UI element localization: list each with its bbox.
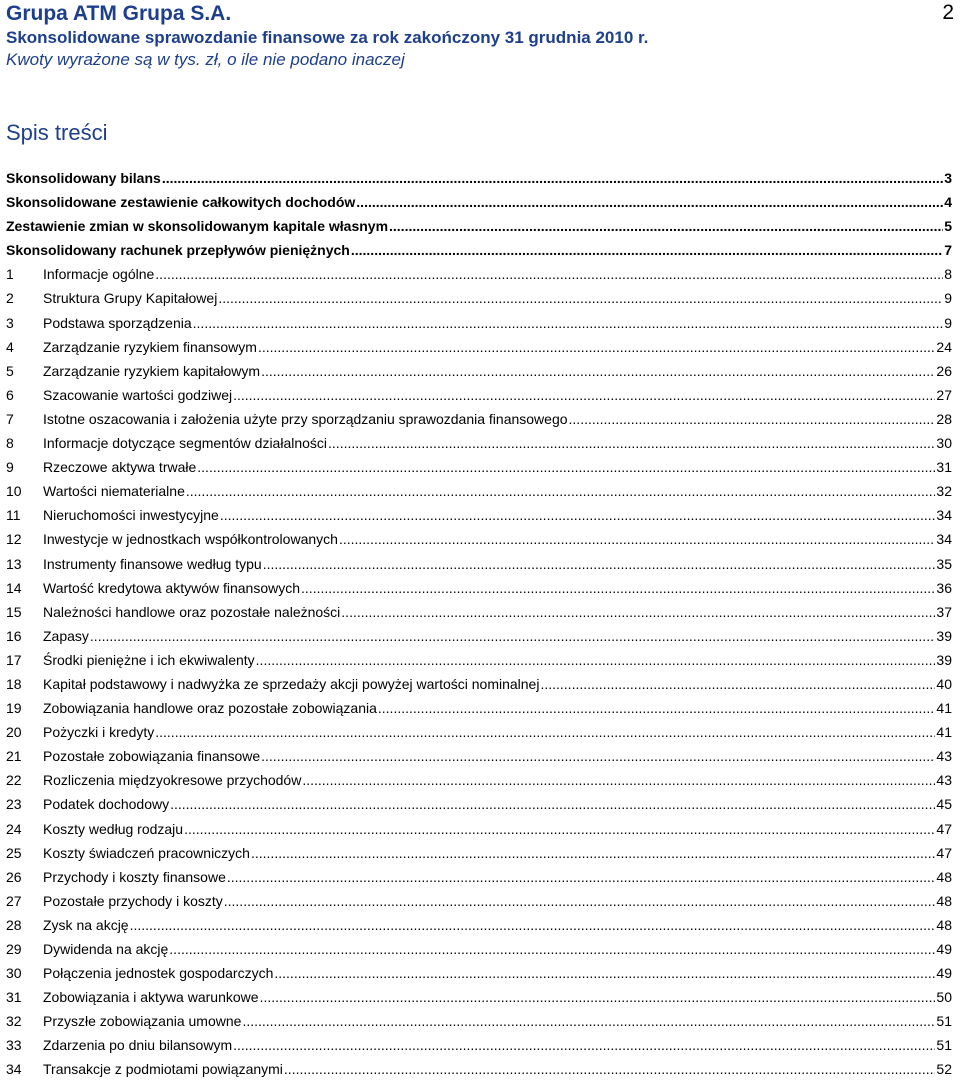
toc-entry-title: Wartość kredytowa aktywów finansowych — [43, 579, 301, 596]
toc-entry[interactable] — [6, 507, 952, 531]
toc-entry[interactable] — [6, 580, 952, 604]
toc-entry-number: 25 — [6, 844, 22, 861]
toc-entry-page: 35 — [936, 555, 952, 572]
toc-entry-title: Zobowiązania i aktywa warunkowe — [43, 989, 259, 1006]
toc-entry-number: 20 — [6, 724, 22, 741]
toc-entry-page: 51 — [936, 1013, 952, 1030]
toc-entry[interactable] — [6, 363, 952, 387]
toc-leader-dots — [301, 580, 935, 596]
toc-entry[interactable] — [6, 387, 952, 411]
toc-entry-title: Skonsolidowany bilans — [6, 170, 161, 186]
toc-leader-dots — [233, 1037, 935, 1053]
toc-entry[interactable] — [6, 676, 952, 700]
toc-entry-page: 43 — [936, 772, 952, 789]
toc-leader-dots — [162, 170, 943, 186]
toc-entry-title: Rzeczowe aktywa trwałe — [43, 459, 197, 476]
toc-leader-dots — [258, 339, 935, 355]
toc-entry-title: Zdarzenia po dniu bilansowym — [43, 1037, 233, 1054]
toc-entry-page: 26 — [936, 362, 952, 379]
toc-entry-page: 28 — [936, 410, 952, 427]
toc-entry-page: 52 — [936, 1061, 952, 1078]
toc-entry-number: 9 — [6, 459, 14, 476]
toc-entry[interactable] — [6, 194, 952, 218]
toc-entry-title: Koszty świadczeń pracowniczych — [43, 844, 250, 861]
toc-entry[interactable] — [6, 459, 952, 483]
toc-entry-number: 15 — [6, 603, 22, 620]
toc-entry-title: Zapasy — [43, 627, 89, 644]
toc-entry-number: 24 — [6, 820, 22, 837]
toc-leader-dots — [378, 700, 936, 716]
toc-entry-page: 39 — [936, 627, 952, 644]
toc-entry-page: 48 — [936, 892, 952, 909]
toc-entry-page: 48 — [936, 916, 952, 933]
toc-entry[interactable] — [6, 170, 952, 194]
toc-entry-number: 29 — [6, 941, 22, 957]
toc-entry[interactable] — [6, 917, 952, 941]
toc-entry-number: 23 — [6, 796, 22, 813]
toc-entry[interactable] — [6, 845, 952, 869]
toc-leader-dots — [169, 941, 935, 957]
toc-entry-page: 49 — [936, 965, 952, 982]
toc-leader-dots — [220, 507, 936, 523]
toc-leader-dots — [233, 387, 935, 403]
toc-entry[interactable] — [6, 941, 952, 965]
toc-entry[interactable] — [6, 266, 952, 290]
toc-entry-number: 11 — [6, 507, 21, 524]
toc-leader-dots — [356, 194, 943, 210]
toc-entry-title: Skonsolidowane zestawienie całkowitych dochodów — [6, 194, 356, 211]
toc-leader-dots — [341, 604, 935, 620]
toc-entry-number: 18 — [6, 675, 22, 692]
toc-entry[interactable] — [6, 242, 952, 266]
toc-entry-number: 14 — [6, 579, 22, 596]
toc-leader-dots — [242, 1013, 935, 1029]
toc-entry-page: 24 — [936, 338, 952, 355]
toc-entry-page: 36 — [936, 579, 952, 596]
toc-entry-page: 48 — [936, 868, 952, 885]
toc-entry-title: Połączenia jednostek gospodarczych — [43, 965, 274, 982]
toc-entry-page: 9 — [944, 290, 952, 307]
toc-leader-dots — [261, 363, 935, 379]
toc-entry-title: Rozliczenia międzyokresowe przychodów — [43, 772, 302, 789]
units-note: Kwoty wyrażone są w tys. zł, o ile nie podano inaczej — [6, 50, 405, 69]
toc-entry-number: 33 — [6, 1037, 22, 1054]
toc-entry-title: Struktura Grupy Kapitałowej — [43, 290, 218, 307]
toc-entry-title: Istotne oszacowania i założenia użyte przy sporządzaniu sprawozdania finansowego — [43, 410, 568, 427]
toc-entry-page: 43 — [936, 748, 952, 765]
toc-entry-title: Informacje ogólne — [43, 266, 155, 283]
toc-leader-dots — [197, 459, 935, 475]
toc-entry-page: 5 — [944, 218, 952, 235]
report-subtitle: Skonsolidowane sprawozdanie finansowe za rok zakończony 31 grudnia 2010 r. — [6, 28, 649, 47]
toc-entry-title: Koszty według rodzaju — [43, 820, 184, 837]
toc-entry-page: 3 — [944, 170, 952, 186]
toc-entry-title: Pozostałe zobowiązania finansowe — [43, 748, 261, 765]
toc-leader-dots — [540, 676, 935, 692]
toc-entry[interactable] — [6, 628, 952, 652]
toc-entry[interactable] — [6, 315, 952, 339]
toc-entry-page: 37 — [936, 603, 952, 620]
toc-entry-number: 28 — [6, 916, 22, 933]
toc-entry[interactable] — [6, 869, 952, 893]
toc-entry-page: 31 — [936, 459, 952, 476]
toc-entry[interactable] — [6, 604, 952, 628]
toc-entry[interactable] — [6, 411, 952, 435]
toc-entry-title: Pożyczki i kredyty — [43, 724, 155, 741]
toc-leader-dots — [302, 772, 935, 788]
toc-entry-page: 50 — [936, 989, 952, 1006]
toc-entry[interactable] — [6, 531, 952, 555]
toc-entry-page: 4 — [944, 194, 952, 211]
toc-leader-dots — [274, 965, 935, 981]
toc-entry-number: 30 — [6, 965, 22, 982]
toc-entry-page: 34 — [936, 531, 952, 548]
toc-leader-dots — [90, 628, 936, 644]
toc-entry-page: 32 — [936, 483, 952, 500]
table-of-contents — [6, 170, 952, 1086]
toc-entry-number: 6 — [6, 386, 14, 403]
toc-entry-title: Szacowanie wartości godziwej — [43, 386, 233, 403]
toc-entry-page: 45 — [936, 796, 952, 813]
toc-entry-number: 32 — [6, 1013, 22, 1030]
toc-entry[interactable] — [6, 772, 952, 796]
toc-entry-number: 27 — [6, 892, 22, 909]
toc-entry[interactable] — [6, 1037, 952, 1061]
toc-entry[interactable] — [6, 218, 952, 242]
toc-entry[interactable] — [6, 724, 952, 748]
toc-entry-number: 10 — [6, 483, 22, 500]
toc-leader-dots — [170, 796, 935, 812]
toc-entry-page: 41 — [936, 700, 952, 717]
toc-entry-page: 27 — [936, 386, 952, 403]
toc-entry[interactable] — [6, 893, 952, 917]
toc-entry-page: 47 — [936, 820, 952, 837]
toc-leader-dots — [284, 1061, 936, 1077]
toc-title: Spis treści — [6, 120, 108, 145]
toc-leader-dots — [389, 218, 943, 234]
toc-entry-number: 8 — [6, 435, 14, 452]
toc-leader-dots — [569, 411, 936, 427]
toc-entry[interactable] — [6, 796, 952, 820]
toc-entry-title: Instrumenty finansowe według typu — [43, 555, 262, 572]
toc-entry-title: Zobowiązania handlowe oraz pozostałe zobowiązania — [43, 700, 377, 717]
toc-entry-page: 49 — [936, 941, 952, 957]
toc-leader-dots — [263, 556, 936, 572]
toc-entry-number: 3 — [6, 314, 14, 331]
page-header — [6, 0, 954, 71]
toc-leader-dots — [186, 483, 936, 499]
toc-entry-number: 19 — [6, 700, 22, 717]
toc-entry-page: 8 — [944, 266, 952, 283]
toc-entry-number: 13 — [6, 555, 22, 572]
toc-entry-page: 47 — [936, 844, 952, 861]
toc-entry[interactable] — [6, 700, 952, 724]
toc-entry-page: 51 — [936, 1037, 952, 1054]
toc-entry-title: Należności handlowe oraz pozostałe należności — [43, 603, 341, 620]
toc-entry[interactable] — [6, 652, 952, 676]
toc-entry-number: 1 — [6, 266, 14, 283]
toc-entry-page: 30 — [936, 435, 952, 452]
toc-entry-title: Inwestycje w jednostkach współkontrolowanych — [43, 531, 338, 548]
toc-leader-dots — [193, 315, 944, 331]
toc-entry-page: 39 — [936, 651, 952, 668]
toc-entry[interactable] — [6, 989, 952, 1013]
toc-leader-dots — [260, 989, 936, 1005]
toc-entry[interactable] — [6, 290, 952, 314]
toc-leader-dots — [155, 266, 943, 282]
toc-entry-title: Przychody i koszty finansowe — [43, 868, 226, 885]
toc-entry-title: Zestawienie zmian w skonsolidowanym kapitale własnym — [6, 218, 389, 235]
toc-entry-number: 21 — [6, 748, 22, 765]
toc-entry-number: 4 — [6, 338, 14, 355]
toc-entry-title: Podstawa sporządzenia — [43, 314, 192, 331]
toc-leader-dots — [351, 242, 943, 258]
toc-leader-dots — [227, 869, 936, 885]
toc-entry-page: 40 — [936, 675, 952, 692]
toc-entry-title: Zarządzanie ryzykiem finansowym — [43, 338, 257, 355]
toc-entry-title: Podatek dochodowy — [43, 796, 170, 813]
toc-leader-dots — [224, 893, 936, 909]
toc-entry[interactable] — [6, 1013, 952, 1037]
toc-entry[interactable] — [6, 435, 952, 459]
toc-leader-dots — [218, 290, 943, 306]
toc-entry-page: 34 — [936, 507, 952, 524]
toc-entry-title: Przyszłe zobowiązania umowne — [43, 1013, 242, 1030]
toc-entry-page: 9 — [944, 314, 952, 331]
toc-entry-number: 7 — [6, 410, 14, 427]
toc-entry-title: Nieruchomości inwestycyjne — [43, 507, 219, 524]
toc-entry-title: Transakcje z podmiotami powiązanymi — [43, 1061, 283, 1078]
toc-leader-dots — [184, 821, 935, 837]
toc-entry-number: 16 — [6, 627, 22, 644]
toc-entry[interactable] — [6, 1061, 952, 1085]
toc-entry[interactable] — [6, 748, 952, 772]
toc-entry-title: Dywidenda na akcję — [43, 941, 169, 957]
toc-entry-page: 41 — [936, 724, 952, 741]
toc-leader-dots — [339, 531, 935, 547]
toc-entry-title: Wartości niematerialne — [43, 483, 185, 500]
toc-entry-number: 12 — [6, 531, 22, 548]
toc-leader-dots — [328, 435, 935, 451]
company-name: Grupa ATM Grupa S.A. — [6, 2, 232, 25]
toc-entry-title: Pozostałe przychody i koszty — [43, 892, 223, 909]
toc-entry[interactable] — [6, 556, 952, 580]
toc-entry-title: Informacje dotyczące segmentów działalności — [43, 435, 328, 452]
toc-entry-number: 2 — [6, 290, 14, 307]
toc-entry-number: 22 — [6, 772, 22, 789]
toc-entry-number: 5 — [6, 362, 14, 379]
toc-leader-dots — [251, 845, 935, 861]
toc-entry[interactable] — [6, 965, 952, 989]
toc-entry-title: Zysk na akcję — [43, 916, 129, 933]
toc-entry[interactable] — [6, 483, 952, 507]
toc-entry[interactable] — [6, 339, 952, 363]
toc-entry-title: Środki pieniężne i ich ekwiwalenty — [43, 651, 255, 668]
toc-entry-number: 34 — [6, 1061, 22, 1078]
toc-entry-number: 17 — [6, 651, 22, 668]
toc-entry-title: Zarządzanie ryzykiem kapitałowym — [43, 362, 261, 379]
toc-leader-dots — [155, 724, 935, 740]
toc-leader-dots — [130, 917, 936, 933]
toc-leader-dots — [256, 652, 936, 668]
toc-entry-page: 7 — [944, 242, 952, 259]
toc-entry-number: 31 — [6, 989, 22, 1006]
page-number: 2 — [942, 1, 954, 24]
toc-entry-number: 26 — [6, 868, 22, 885]
toc-entry[interactable] — [6, 821, 952, 845]
toc-entry-title: Kapitał podstawowy i nadwyżka ze sprzedaży akcji powyżej wartości nominalnej — [43, 675, 540, 692]
toc-leader-dots — [261, 748, 935, 764]
toc-entry-title: Skonsolidowany rachunek przepływów pieniężnych — [6, 242, 350, 259]
